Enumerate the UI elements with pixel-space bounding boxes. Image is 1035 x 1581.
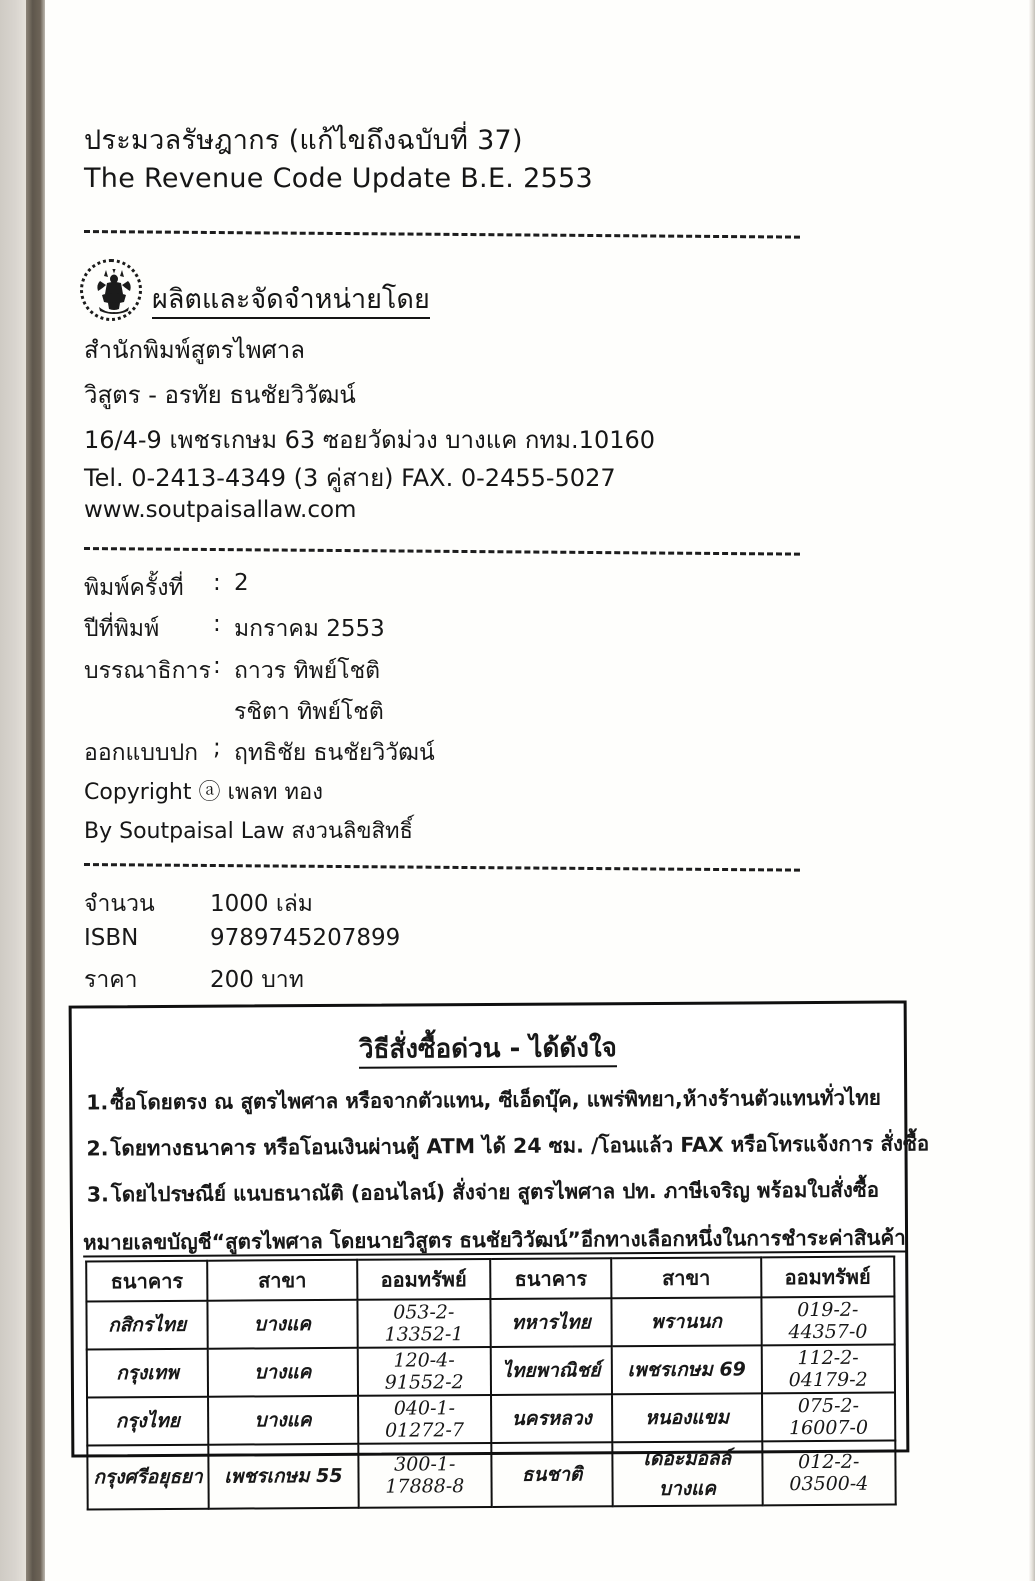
divider-rule-top bbox=[84, 230, 800, 239]
col-header-bank-2: ธนาคาร bbox=[490, 1258, 611, 1299]
cell-branch-2-r2: เพชรเกษม 69 bbox=[612, 1345, 762, 1394]
document-title-english: The Revenue Code Update B.E. 2553 bbox=[84, 163, 593, 194]
publisher-proprietors: วิสูตร - อรทัย ธนชัยวิวัฒน์ bbox=[84, 381, 356, 409]
cell-account-1-r2: 120-4-91552-2 bbox=[357, 1347, 491, 1396]
col-header-savings-2: ออมทรัพย์ bbox=[761, 1257, 895, 1298]
imprint-value-editor: ถาวร ทิพย์โชติ bbox=[234, 658, 381, 684]
cell-bank-2-r3: นครหลวง bbox=[491, 1394, 612, 1443]
order-item-2-text: โดยทางธนาคาร หรือโอนเงินผ่านตู้ ATM ได้ 24 ซม. /โอนแล้ว FAX หรือโทรแจ้งการ สั่งซื้อ bbox=[110, 1131, 930, 1161]
order-instructions-box bbox=[69, 1000, 930, 1500]
document-title-thai: ประมวลรัษฎากร (แก้ไขถึงฉบับที่ 37) bbox=[84, 125, 523, 156]
cell-account-2-r4: 012-2-03500-4 bbox=[762, 1441, 896, 1506]
order-item-2-number: 2. bbox=[86, 1136, 109, 1161]
col-header-branch-2: สาขา bbox=[611, 1257, 761, 1298]
copyright-line-1: Copyright ⓐ เพลท ทอง bbox=[84, 780, 323, 805]
imprint-label-year: ปีที่พิมพ์ bbox=[84, 616, 160, 642]
cell-branch-2-r1: พรานนก bbox=[612, 1297, 762, 1346]
imprint-label-edition: พิมพ์ครั้งที่ bbox=[84, 575, 184, 601]
bank-accounts-table bbox=[85, 1256, 897, 1511]
order-item-3-text: โดยไปรษณีย์ แนบธนาณัติ (ออนไลน์) สั่งจ่าย สูตรไพศาล ปท. ภาษีเจริญ พร้อมใบสั่งซื้อ bbox=[110, 1177, 880, 1207]
imprint-label-editor: บรรณาธิการ bbox=[84, 658, 211, 684]
cell-account-2-r2: 112-2-04179-2 bbox=[761, 1345, 895, 1394]
spec-value-price: 200 บาท bbox=[210, 967, 304, 993]
order-item-2 bbox=[86, 1127, 930, 1165]
spec-value-quantity: 1000 เล่ม bbox=[210, 891, 313, 917]
table-row bbox=[87, 1345, 895, 1398]
spec-label-quantity: จำนวน bbox=[84, 891, 155, 917]
table-row bbox=[87, 1441, 895, 1510]
order-item-3-number: 3. bbox=[86, 1182, 109, 1207]
cell-account-2-r1: 019-2-44357-0 bbox=[761, 1297, 895, 1346]
cell-branch-1-r3: บางแค bbox=[208, 1396, 358, 1445]
order-box-title: วิธีสั่งซื้อด่วน - ได้ดังใจ bbox=[72, 1025, 904, 1071]
imprint-sep-cover: ; bbox=[213, 735, 221, 761]
cell-bank-1-r4: กรุงศรีอยุธยา bbox=[87, 1445, 209, 1510]
order-item-3 bbox=[87, 1173, 899, 1211]
cell-bank-1-r3: กรุงไทย bbox=[87, 1397, 208, 1446]
cell-account-1-r1: 053-2-13352-1 bbox=[357, 1299, 491, 1348]
cell-account-1-r3: 040-1-01272-7 bbox=[358, 1395, 492, 1444]
cell-bank-2-r1: ทหารไทย bbox=[490, 1298, 611, 1347]
table-row bbox=[86, 1297, 894, 1350]
imprint-value-cover: ฤทธิชัย ธนชัยวิวัฒน์ bbox=[234, 740, 435, 766]
cell-account-2-r3: 075-2-16007-0 bbox=[762, 1393, 896, 1442]
cell-bank-2-r2: ไทยพาณิชย์ bbox=[491, 1346, 612, 1395]
order-item-1-number: 1. bbox=[86, 1090, 109, 1115]
publisher-heading: ผลิตและจัดจำหน่ายโดย bbox=[152, 277, 430, 320]
cell-bank-2-r4: ธนชาติ bbox=[491, 1442, 613, 1507]
table-row bbox=[87, 1393, 895, 1446]
order-item-1 bbox=[86, 1081, 898, 1119]
cell-branch-1-r1: บางแค bbox=[208, 1300, 358, 1349]
divider-rule-middle bbox=[84, 547, 800, 556]
table-header-row bbox=[86, 1257, 894, 1302]
cell-branch-1-r2: บางแค bbox=[208, 1348, 358, 1397]
spec-label-price: ราคา bbox=[84, 967, 138, 993]
spec-label-isbn: ISBN bbox=[84, 925, 139, 951]
cell-bank-1-r1: กสิกรไทย bbox=[86, 1301, 207, 1350]
cell-branch-2-r4: เดอะมอลล์ บางแค bbox=[612, 1441, 762, 1506]
col-header-bank-1: ธนาคาร bbox=[86, 1261, 207, 1302]
imprint-sep-editor: : bbox=[213, 653, 221, 679]
cell-branch-2-r3: หนองแขม bbox=[612, 1393, 762, 1442]
col-header-branch-1: สาขา bbox=[207, 1260, 357, 1301]
cell-account-1-r4: 300-1-17888-8 bbox=[358, 1443, 492, 1508]
imprint-value-edition: 2 bbox=[234, 570, 249, 596]
imprint-sep-edition: : bbox=[213, 570, 221, 596]
bank-account-heading: หมายเลขบัญชี“สูตรไพศาล โดยนายวิสูตร ธนชัยวิวัฒน์”อีกทางเลือกหนึ่งในการชำระค่าสินค้า bbox=[83, 1221, 906, 1259]
garuda-emblem-icon bbox=[80, 259, 142, 321]
publisher-address: 16/4-9 เพชรเกษม 63 ซอยวัดม่วง บางแค กทม.10160 bbox=[84, 426, 656, 454]
imprint-value-editor-2: รชิตา ทิพย์โชติ bbox=[234, 699, 384, 725]
cell-branch-1-r4: เพชรเกษม 55 bbox=[209, 1444, 359, 1509]
imprint-label-cover: ออกแบบปก bbox=[84, 740, 199, 766]
imprint-value-year: มกราคม 2553 bbox=[234, 616, 385, 642]
publisher-phone: Tel. 0-2413-4349 (3 คู่สาย) FAX. 0-2455-5027 bbox=[84, 464, 616, 492]
cell-bank-1-r2: กรุงเทพ bbox=[87, 1349, 208, 1398]
publisher-website[interactable]: www.soutpaisallaw.com bbox=[84, 497, 357, 523]
copyright-line-2: By Soutpaisal Law สงวนลิขสิทธิ์ bbox=[84, 819, 413, 844]
publisher-name: สำนักพิมพ์สูตรไพศาล bbox=[84, 336, 305, 364]
col-header-savings-1: ออมทรัพย์ bbox=[357, 1259, 491, 1300]
divider-rule-bottom bbox=[84, 863, 800, 872]
order-item-1-text: ซื้อโดยตรง ณ สูตรไพศาล หรือจากตัวแทน, ซีเอ็ดบุ๊ค, แพร่พิทยา,ห้างร้านตัวแทนทั่วไทย bbox=[110, 1085, 881, 1115]
spec-value-isbn: 9789745207899 bbox=[210, 925, 401, 951]
imprint-sep-year: : bbox=[213, 611, 221, 637]
